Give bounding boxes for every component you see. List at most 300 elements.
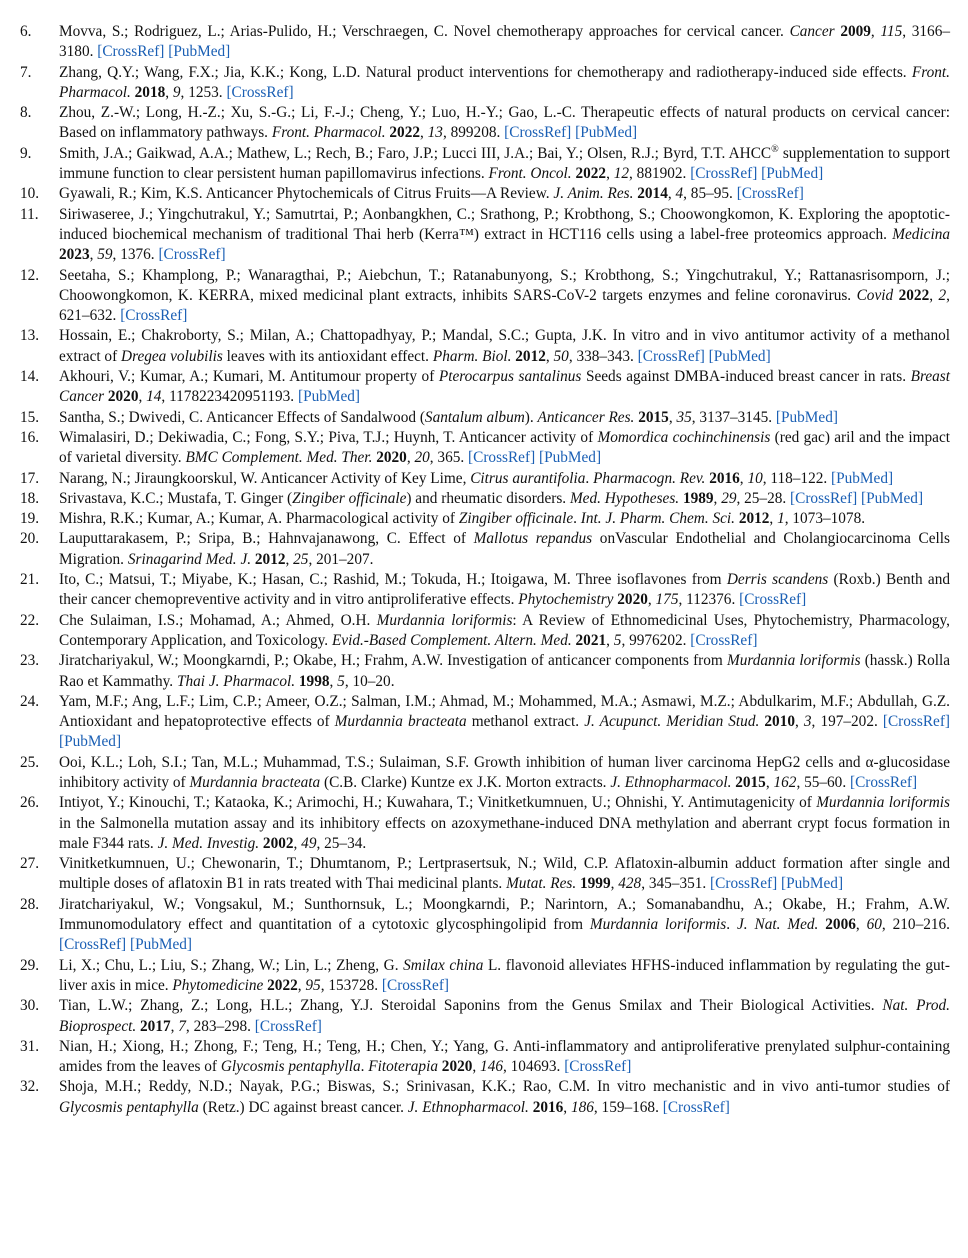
italic-text: Front. Pharmacol. <box>59 63 950 101</box>
citation-text: , 153728. <box>320 976 382 994</box>
crossref-link[interactable]: [CrossRef] <box>736 185 804 203</box>
citation-text: L. flavonoid alleviates HFHS-induced inflammation by regulating the gut-liver axis in mice. <box>59 956 950 994</box>
citation-text: , <box>855 916 867 934</box>
italic-text: Smilax china <box>403 956 484 974</box>
italic-text: 1 <box>777 510 785 528</box>
citation-text: Mishra, R.K.; Kumar, A.; Kumar, A. Pharmacological activity of <box>59 510 459 528</box>
citation-text: , <box>329 672 338 690</box>
reference-number: 11. <box>20 205 39 223</box>
italic-text: 186 <box>570 1098 594 1116</box>
citation-text: , <box>929 286 939 304</box>
pubmed-link[interactable]: [PubMed] <box>775 408 838 426</box>
reference-text <box>59 489 950 509</box>
citation-text: Li, X.; Chu, L.; Liu, S.; Zhang, W.; Lin, L.; Zheng, G. <box>59 956 404 974</box>
citation-text: Ito, C.; Matsui, T.; Miyabe, K.; Hasan, C.; Rashid, M.; Tokuda, H.; Itoigawa, M. Three isoflavones from <box>59 571 727 589</box>
reference-item <box>20 895 950 956</box>
citation-text: , 104693. <box>503 1058 565 1076</box>
italic-text: 2 <box>938 286 947 304</box>
citation-text: , 10–20. <box>344 672 395 690</box>
reference-text <box>59 408 950 428</box>
citation-text: , 1073–1078. <box>784 510 866 528</box>
crossref-link[interactable]: [CrossRef] <box>97 43 165 61</box>
citation-text: (Roxb.) Benth and their cancer chemopreventive activity and in vitro antiproliferative effects. <box>59 571 951 609</box>
reference-number: 7. <box>20 63 32 81</box>
italic-text: 49 <box>301 834 317 852</box>
reference-text <box>59 956 950 997</box>
citation-text: , <box>668 408 677 426</box>
reference-text <box>59 570 950 611</box>
reference-number: 16. <box>20 428 40 446</box>
reference-text <box>59 996 950 1037</box>
reference-item <box>20 103 950 144</box>
italic-text: J. Med. Investig. <box>157 834 260 852</box>
reference-number: 24. <box>20 692 40 710</box>
citation-text: , 25–34. <box>316 834 367 852</box>
citation-text: , <box>472 1058 481 1076</box>
italic-text: 10 <box>747 469 763 487</box>
reference-item <box>20 854 950 895</box>
italic-text: 5 <box>613 631 622 649</box>
italic-text: Murdannia loriformis <box>589 916 727 934</box>
reference-item <box>20 1037 950 1078</box>
citation-text: Jiratchariyakul, W.; Vongsakul, M.; Sunthornsuk, L.; Moongkarndi, P.; Narintorn, A.; Somanabandhu, A.; Okabe, H.; Frahm, A.W. Immunomodulatory effect and quantitation of a cytotoxic glycosphingolipid from <box>59 895 950 934</box>
citation-text: , 1253. <box>180 83 227 101</box>
italic-text: 175 <box>655 591 679 609</box>
publication-year: 2020 <box>441 1058 473 1076</box>
reference-number: 14. <box>20 368 40 386</box>
italic-text: Citrus aurantifolia <box>470 469 586 487</box>
reference-text <box>59 469 950 489</box>
citation-text: . <box>360 1058 369 1076</box>
publication-year: 2021 <box>575 631 607 649</box>
crossref-link[interactable]: [CrossRef] <box>690 165 758 183</box>
reference-item <box>20 266 950 327</box>
citation-text: , 3166–3180. <box>59 23 950 61</box>
citation-text: , <box>406 449 415 467</box>
publication-year: 1989 <box>682 489 714 507</box>
reference-number: 21. <box>20 571 40 589</box>
reference-number: 23. <box>20 652 40 670</box>
citation-text: (red gac) aril and the impact of varietal diversity. <box>59 428 950 467</box>
reference-list <box>20 22 950 1118</box>
citation-text: methanol extract. <box>466 713 585 731</box>
italic-text: Evid.-Based Complement. Altern. Med. <box>331 631 572 649</box>
citation-text: Gyawali, R.; Kim, K.S. Anticancer Phytochemicals of Citrus Fruits—A Review. <box>59 185 554 203</box>
citation-text: , <box>739 469 748 487</box>
reference-number: 18. <box>20 489 40 507</box>
reference-text <box>59 692 950 753</box>
citation-text: , <box>89 246 98 264</box>
crossref-link[interactable]: [CrossRef] <box>739 591 807 609</box>
reference-item <box>20 509 950 529</box>
reference-text <box>59 1037 950 1078</box>
italic-text: Santalum album <box>424 408 525 426</box>
italic-text: Murdannia bracteata <box>189 773 321 791</box>
italic-text: 4 <box>675 185 684 203</box>
reference-item <box>20 753 950 794</box>
italic-text: 13 <box>427 124 443 142</box>
italic-text: 428 <box>618 875 642 893</box>
italic-text: 25 <box>293 550 309 568</box>
citation-text: , <box>563 1098 571 1116</box>
italic-text: Anticancer Res. <box>537 408 635 426</box>
italic-text: 35 <box>676 408 692 426</box>
reference-number: 12. <box>20 266 40 284</box>
italic-text: J. Ethnopharmacol. <box>610 773 732 791</box>
citation-text: , <box>285 550 294 568</box>
crossref-link[interactable]: [CrossRef] <box>158 246 226 264</box>
publication-year: 2022 <box>267 976 298 994</box>
citation-text: , 881902. <box>629 165 691 183</box>
italic-text: 5 <box>337 672 345 690</box>
italic-text: 162 <box>773 773 797 791</box>
citation-text: , 345–351. <box>641 875 711 893</box>
reference-text <box>59 103 950 144</box>
reference-number: 8. <box>20 104 32 122</box>
crossref-link[interactable]: [CrossRef] <box>226 83 294 101</box>
crossref-link[interactable]: [CrossRef] <box>504 124 572 142</box>
citation-text: (C.B. Clarke) Kuntze ex J.K. Morton extracts. <box>320 773 611 791</box>
publication-year: 2015 <box>638 408 669 426</box>
reference-item <box>20 144 950 185</box>
citation-text: Siriwaseree, J.; Yingchutrakul, Y.; Samutrtai, P.; Aonbangkhen, C.; Srathong, P.; Krobthong, S.; Choowongkomon, K. Exploring the apoptotic-induced biochemical mechanism of traditional Thai herb (Kerra™) extract in HCT116 cells using a label-free proteomics approach. <box>59 205 950 243</box>
citation-text: , 118–122. <box>762 469 832 487</box>
crossref-link[interactable]: [CrossRef] <box>254 1017 322 1035</box>
citation-text: : A Review of Ethnomedicinal Uses, Phytochemistry, Pharmacology, Contemporary Application, and Toxicology. <box>59 611 950 649</box>
italic-text: 3 <box>803 713 812 731</box>
crossref-link[interactable]: [CrossRef] <box>120 307 188 325</box>
citation-text: , <box>769 510 778 528</box>
reference-text <box>59 184 950 204</box>
citation-text: , <box>545 347 554 365</box>
pubmed-link[interactable]: [PubMed] <box>168 43 231 61</box>
reference-text <box>59 529 950 570</box>
publication-year: 2022 <box>898 286 930 304</box>
italic-text: Murdannia bracteata <box>334 713 467 731</box>
reference-number: 17. <box>20 469 40 487</box>
citation-text: Che Sulaiman, I.S.; Mohamad, A.; Ahmed, O.H. <box>59 611 377 629</box>
pubmed-link[interactable]: [PubMed] <box>539 449 602 467</box>
publication-year: 1999 <box>580 875 611 893</box>
publication-year: 2016 <box>709 469 740 487</box>
citation-text: . <box>573 510 581 528</box>
citation-text: , <box>138 388 147 406</box>
citation-text: Seetaha, S.; Khamplong, P.; Wanaragthai, P.; Aiebchun, T.; Ratanabunyong, S.; Krobthong, S.; Yingchutrakul, Y.; Rattanasrisomporn, J.; Choowongkomon, K. KERRA, mixed medicinal plant extracts, inhibits SARS-CoV-2 targets enzymes and feline coronavirus. <box>59 266 950 304</box>
italic-text: Int. J. Pharm. Chem. Sci. <box>580 510 735 528</box>
reference-item <box>20 692 950 753</box>
reference-number: 9. <box>20 144 32 162</box>
italic-text: Front. Oncol. <box>488 165 572 183</box>
publication-year: 2016 <box>532 1098 564 1116</box>
pubmed-link[interactable]: [PubMed] <box>59 733 122 751</box>
italic-text: Momordica cochinchinensis <box>597 428 771 446</box>
reference-item <box>20 205 950 266</box>
italic-text: 60 <box>866 916 882 934</box>
citation-text: Zhou, Z.-W.; Long, H.-Z.; Xu, S.-G.; Li, F.-J.; Cheng, Y.; Luo, H.-Y.; Gao, L.-C. Therapeutic effects of natural products on cervical cancer: Based on inflammatory pathways. <box>59 104 950 142</box>
italic-text: 20 <box>414 449 430 467</box>
reference-item <box>20 63 950 104</box>
crossref-link[interactable]: [CrossRef] <box>564 1058 632 1076</box>
citation-text: , <box>765 773 774 791</box>
citation-text: , 25–28. <box>736 489 791 507</box>
crossref-link[interactable]: [CrossRef] <box>790 489 858 507</box>
reference-text <box>59 651 950 692</box>
publication-year: 2017 <box>140 1017 171 1035</box>
reference-number: 15. <box>20 408 40 426</box>
citation-text: Akhouri, V.; Kumar, A.; Kumari, M. Antitumour property of <box>59 368 439 386</box>
citation-text: , <box>170 1017 179 1035</box>
reference-number: 10. <box>20 185 40 203</box>
crossref-link[interactable]: [CrossRef] <box>662 1098 730 1116</box>
citation-text: , <box>713 489 722 507</box>
citation-text: , <box>297 976 306 994</box>
citation-text: , <box>794 713 804 731</box>
reference-number: 30. <box>20 997 40 1015</box>
italic-text: Cancer <box>789 23 835 40</box>
reference-item <box>20 326 950 367</box>
citation-text: , 201–207. <box>308 550 374 568</box>
citation-text: , <box>610 875 619 893</box>
citation-text: , <box>870 23 881 40</box>
reference-number: 25. <box>20 753 40 771</box>
citation-text: Shoja, M.H.; Reddy, N.D.; Nayak, P.G.; Biswas, S.; Srinivasan, K.K.; Rao, C.M. In vitro mechanistic and in vivo anti-tumor studies of <box>59 1078 950 1096</box>
italic-text: Fitoterapia <box>368 1058 438 1076</box>
publication-year: 2022 <box>389 124 420 142</box>
reference-text <box>59 63 950 104</box>
italic-text: Glycosmis pentaphylla <box>220 1058 361 1076</box>
reference-number: 13. <box>20 327 40 345</box>
italic-text: Breast Cancer <box>59 368 950 406</box>
citation-text: (hassk.) Rolla Rao et Kammathy. <box>59 652 951 690</box>
pubmed-link[interactable]: [PubMed] <box>781 875 844 893</box>
crossref-link[interactable]: [CrossRef] <box>882 713 951 731</box>
italic-text: 29 <box>721 489 737 507</box>
citation-text: , <box>165 83 173 101</box>
citation-text: , <box>606 631 614 649</box>
publication-year: 2010 <box>764 713 795 731</box>
reference-text <box>59 205 950 266</box>
crossref-link[interactable]: [CrossRef] <box>637 347 705 365</box>
reference-text <box>59 611 950 652</box>
pubmed-link[interactable]: [PubMed] <box>708 347 771 365</box>
reference-number: 6. <box>20 23 32 40</box>
italic-text: 115 <box>880 23 903 40</box>
italic-text: Covid <box>856 286 894 304</box>
reference-item <box>20 408 950 428</box>
reference-text <box>59 1077 950 1118</box>
citation-text: Srivastava, K.C.; Mustafa, T. Ginger ( <box>59 489 293 507</box>
italic-text: Thai J. Pharmacol. <box>176 672 296 690</box>
italic-text: Phytomedicine <box>172 976 264 994</box>
crossref-link[interactable]: [CrossRef] <box>468 449 536 467</box>
italic-text: Derris scandens <box>726 571 829 589</box>
italic-text: J. Nat. Med. <box>737 916 819 934</box>
publication-year: 2002 <box>262 834 294 852</box>
citation-text: . <box>585 469 594 487</box>
citation-text: leaves with its antioxidant effect. <box>222 347 433 365</box>
citation-text: Tian, L.W.; Zhang, Z.; Long, H.L.; Zhang, Y.J. Steroidal Saponins from the Genus Smilax and Their Biological Activities. <box>59 997 883 1015</box>
citation-text: , <box>293 834 302 852</box>
reference-text <box>59 326 950 367</box>
italic-text: Zingiber officinale <box>292 489 407 507</box>
italic-text: Dregea volubilis <box>121 347 223 365</box>
reference-item <box>20 956 950 997</box>
citation-text: Vinitketkumnuen, U.; Chewonarin, T.; Dhumtanom, P.; Lertprasertsuk, N.; Wild, C.P. Aflatoxin-albumin adduct formation after single and multiple doses of aflatoxin B1 in rats treated with Thai medicinal plants. <box>59 855 950 893</box>
reference-item <box>20 1077 950 1118</box>
citation-text: Narang, N.; Jiraungkoorskul, W. Anticancer Activity of Key Lime, <box>59 469 471 487</box>
reference-number: 26. <box>20 794 40 812</box>
italic-text: 95 <box>305 976 321 994</box>
italic-text: 50 <box>553 347 569 365</box>
italic-text: 12 <box>613 165 630 183</box>
reference-item <box>20 469 950 489</box>
citation-text: , 159–168. <box>593 1098 663 1116</box>
pubmed-link[interactable]: [PubMed] <box>831 469 894 487</box>
publication-year: 2020 <box>617 591 648 609</box>
italic-text: Mallotus repandus <box>473 530 593 548</box>
citation-text: , 283–298. <box>185 1017 255 1035</box>
reference-item <box>20 184 950 204</box>
citation-text: , <box>647 591 656 609</box>
reference-item <box>20 793 950 854</box>
italic-text: Med. Hypotheses. <box>569 489 680 507</box>
reference-item <box>20 651 950 692</box>
italic-text: BMC Complement. Med. Ther. <box>185 449 373 467</box>
reference-item <box>20 570 950 611</box>
reference-text <box>59 854 950 895</box>
reference-number: 28. <box>20 895 40 913</box>
reference-text <box>59 753 950 794</box>
citation-text: , 9976202. <box>621 631 691 649</box>
citation-text: Zhang, Q.Y.; Wang, F.X.; Jia, K.K.; Kong, L.D. Natural product interventions for chemotherapy and radiotherapy-induced side effects. <box>59 63 912 81</box>
reference-item <box>20 428 950 469</box>
italic-text: J. Acupunct. Meridian Stud. <box>584 713 760 731</box>
citation-text: Nian, H.; Xiong, H.; Zhong, F.; Teng, H.; Teng, H.; Chen, Y.; Yang, G. Anti-inflammatory and antiproliferative prenylated sulphur-containing amides from the leaves of <box>59 1037 950 1076</box>
reference-text <box>59 895 950 956</box>
citation-text: Smith, J.A.; Gaikwad, A.A.; Mathew, L.; Rech, B.; Faro, J.P.; Lucci III, J.A.; Bai, Y.; Olsen, R.J.; Byrd, T.T. AHCC <box>59 144 772 162</box>
reference-text <box>59 793 950 854</box>
pubmed-link[interactable]: [PubMed] <box>761 165 824 183</box>
italic-text: 9 <box>172 83 181 101</box>
italic-text: 146 <box>480 1058 503 1076</box>
italic-text: Pharm. Biol. <box>432 347 512 365</box>
italic-text: Mutat. Res. <box>506 875 577 893</box>
reference-number: 32. <box>20 1078 40 1096</box>
reference-number: 19. <box>20 510 40 528</box>
citation-text: Hossain, E.; Chakroborty, S.; Milan, A.; Chattopadhyay, P.; Mandal, S.C.; Gupta, J.K. In vitro and in vivo antitumor activity of a methanol extract of <box>59 327 950 365</box>
italic-text: Nat. Prod. Bioprospect. <box>59 997 950 1035</box>
reference-item <box>20 367 950 408</box>
citation-text: , 210–216. <box>881 916 950 934</box>
citation-text: . <box>726 916 737 934</box>
publication-year: 2012 <box>254 550 286 568</box>
italic-text: Zingiber officinale <box>458 510 574 528</box>
reference-text <box>59 428 950 469</box>
reference-item <box>20 611 950 652</box>
citation-text: Jiratchariyakul, W.; Moongkarndi, P.; Okabe, H.; Frahm, A.W. Investigation of anticancer components from <box>59 652 727 670</box>
italic-text: Medicina <box>892 225 950 243</box>
italic-text: Srinagarind Med. J. <box>127 550 252 568</box>
pubmed-link[interactable]: [PubMed] <box>297 388 361 406</box>
publication-year: 2012 <box>738 510 770 528</box>
crossref-link[interactable]: [CrossRef] <box>849 773 918 791</box>
publication-year: 2023 <box>59 246 90 264</box>
reference-text <box>59 22 950 63</box>
publication-year: 2009 <box>840 23 871 40</box>
citation-text: Santha, S.; Dwivedi, C. Anticancer Effects of Sandalwood ( <box>59 408 425 426</box>
italic-text: 7 <box>178 1017 186 1035</box>
citation-text: , 85–95. <box>683 185 737 203</box>
citation-text: , 112376. <box>678 591 740 609</box>
pubmed-link[interactable]: [PubMed] <box>575 124 638 142</box>
reference-number: 31. <box>20 1037 40 1055</box>
italic-text: Murdannia loriformis <box>726 652 861 670</box>
citation-text: , 338–343. <box>568 347 638 365</box>
crossref-link[interactable]: [CrossRef] <box>381 976 450 994</box>
citation-text: , 899208. <box>442 124 505 142</box>
italic-text: 59 <box>97 246 113 264</box>
publication-year: 2006 <box>825 916 856 934</box>
italic-text: Front. Pharmacol. <box>271 124 386 142</box>
publication-year: 2014 <box>637 185 668 203</box>
citation-text: Ooi, K.L.; Loh, S.I.; Tan, M.L.; Muhammad, T.S.; Sulaiman, S.F. Growth inhibition of human liver carcinoma HepG2 cells and α-glucosidase inhibitory activity of <box>59 753 950 791</box>
italic-text: Murdannia loriformis <box>376 611 513 629</box>
citation-text: , 621–632. <box>59 286 950 325</box>
reference-item <box>20 529 950 570</box>
citation-text: Intiyot, Y.; Kinouchi, T.; Kataoka, K.; Arimochi, H.; Kuwahara, T.; Vinitketkumnuen, U.; Ohnishi, Y. Antimutagenicity of <box>59 794 817 812</box>
reference-item <box>20 22 950 63</box>
reference-item <box>20 996 950 1037</box>
citation-text: in the Salmonella mutation assay and its inhibitory effects on azoxymethane-induced DNA methylation and aberrant crypt focus formation in male F344 rats. <box>59 814 950 852</box>
reference-text <box>59 509 950 529</box>
publication-year: 2020 <box>376 449 407 467</box>
citation-text: , 55–60. <box>796 773 850 791</box>
citation-text: Lauputtarakasem, P.; Sripa, B.; Hahnvajanawong, C. Effect of <box>59 530 474 548</box>
citation-text: , <box>667 185 676 203</box>
reference-number: 20. <box>20 530 40 548</box>
citation-text: Yam, M.F.; Ang, L.F.; Lim, C.P.; Ameer, O.Z.; Salman, I.M.; Ahmad, M.; Mohammed, M.A.; Asmawi, M.Z.; Abdulkarim, M.F.; Abdullah, G.Z. Antioxidant and hepatoprotective effects of <box>59 692 950 731</box>
reference-text <box>59 144 950 185</box>
citation-text: , <box>420 124 428 142</box>
publication-year: 2015 <box>735 773 766 791</box>
italic-text: Pharmacogn. Rev. <box>593 469 706 487</box>
pubmed-link[interactable]: [PubMed] <box>129 936 193 954</box>
italic-text: Murdannia loriformis <box>816 794 951 812</box>
citation-text: , 365. <box>429 449 469 467</box>
citation-text: , 1376. <box>112 246 159 264</box>
publication-year: 2018 <box>134 83 166 101</box>
citation-text: Seeds against DMBA-induced breast cancer in rats. <box>581 368 911 386</box>
italic-text: J. Ethnopharmacol. <box>407 1098 529 1116</box>
citation-text: , <box>606 165 614 183</box>
italic-text: J. Anim. Res. <box>553 185 634 203</box>
reference-number: 27. <box>20 855 40 873</box>
pubmed-link[interactable]: [PubMed] <box>861 489 924 507</box>
citation-text: , 1178223420951193. <box>161 388 298 406</box>
citation-text: , 3137–3145. <box>691 408 776 426</box>
reference-number: 29. <box>20 956 40 974</box>
citation-text: ). <box>524 408 538 426</box>
crossref-link[interactable]: [CrossRef] <box>690 631 758 649</box>
italic-text: 14 <box>146 388 162 406</box>
publication-year: 2020 <box>107 388 139 406</box>
publication-year: 2012 <box>515 347 546 365</box>
crossref-link[interactable]: [CrossRef] <box>710 875 778 893</box>
citation-text: Wimalasiri, D.; Dekiwadia, C.; Fong, S.Y.; Piva, T.J.; Huynh, T. Anticancer activity of <box>59 428 598 446</box>
crossref-link[interactable]: [CrossRef] <box>59 936 127 954</box>
citation-text: onVascular Endothelial and Cholangiocarcinoma Cells Migration. <box>59 530 950 568</box>
citation-text: , 197–202. <box>811 713 883 731</box>
